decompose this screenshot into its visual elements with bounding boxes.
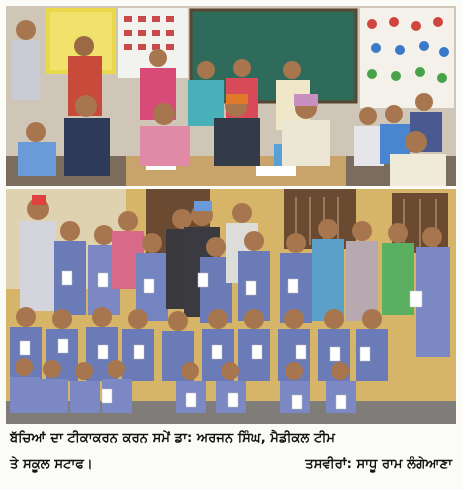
caption-line-1: ਬੱਚਿਆਂ ਦਾ ਟੀਕਾਕਰਨ ਕਰਨ ਸਮੇਂ ਡਾ: ਅਰਜਨ ਸਿੰਘ, ਮੈਡੀਕਲ ਟੀਮ xyxy=(10,431,336,446)
photo-credit: ਤਸਵੀਰਾਂ: ਸਾਧੂ ਰਾਮ ਲੰਗੇਆਣਾ xyxy=(305,457,452,472)
caption-text-end: ਤੇ ਸਕੂਲ ਸਟਾਫ। xyxy=(10,457,93,472)
top-photo-illustration xyxy=(6,6,456,186)
bottom-photo-illustration xyxy=(6,189,456,424)
bottom-photo xyxy=(6,189,456,424)
top-photo xyxy=(6,6,456,186)
